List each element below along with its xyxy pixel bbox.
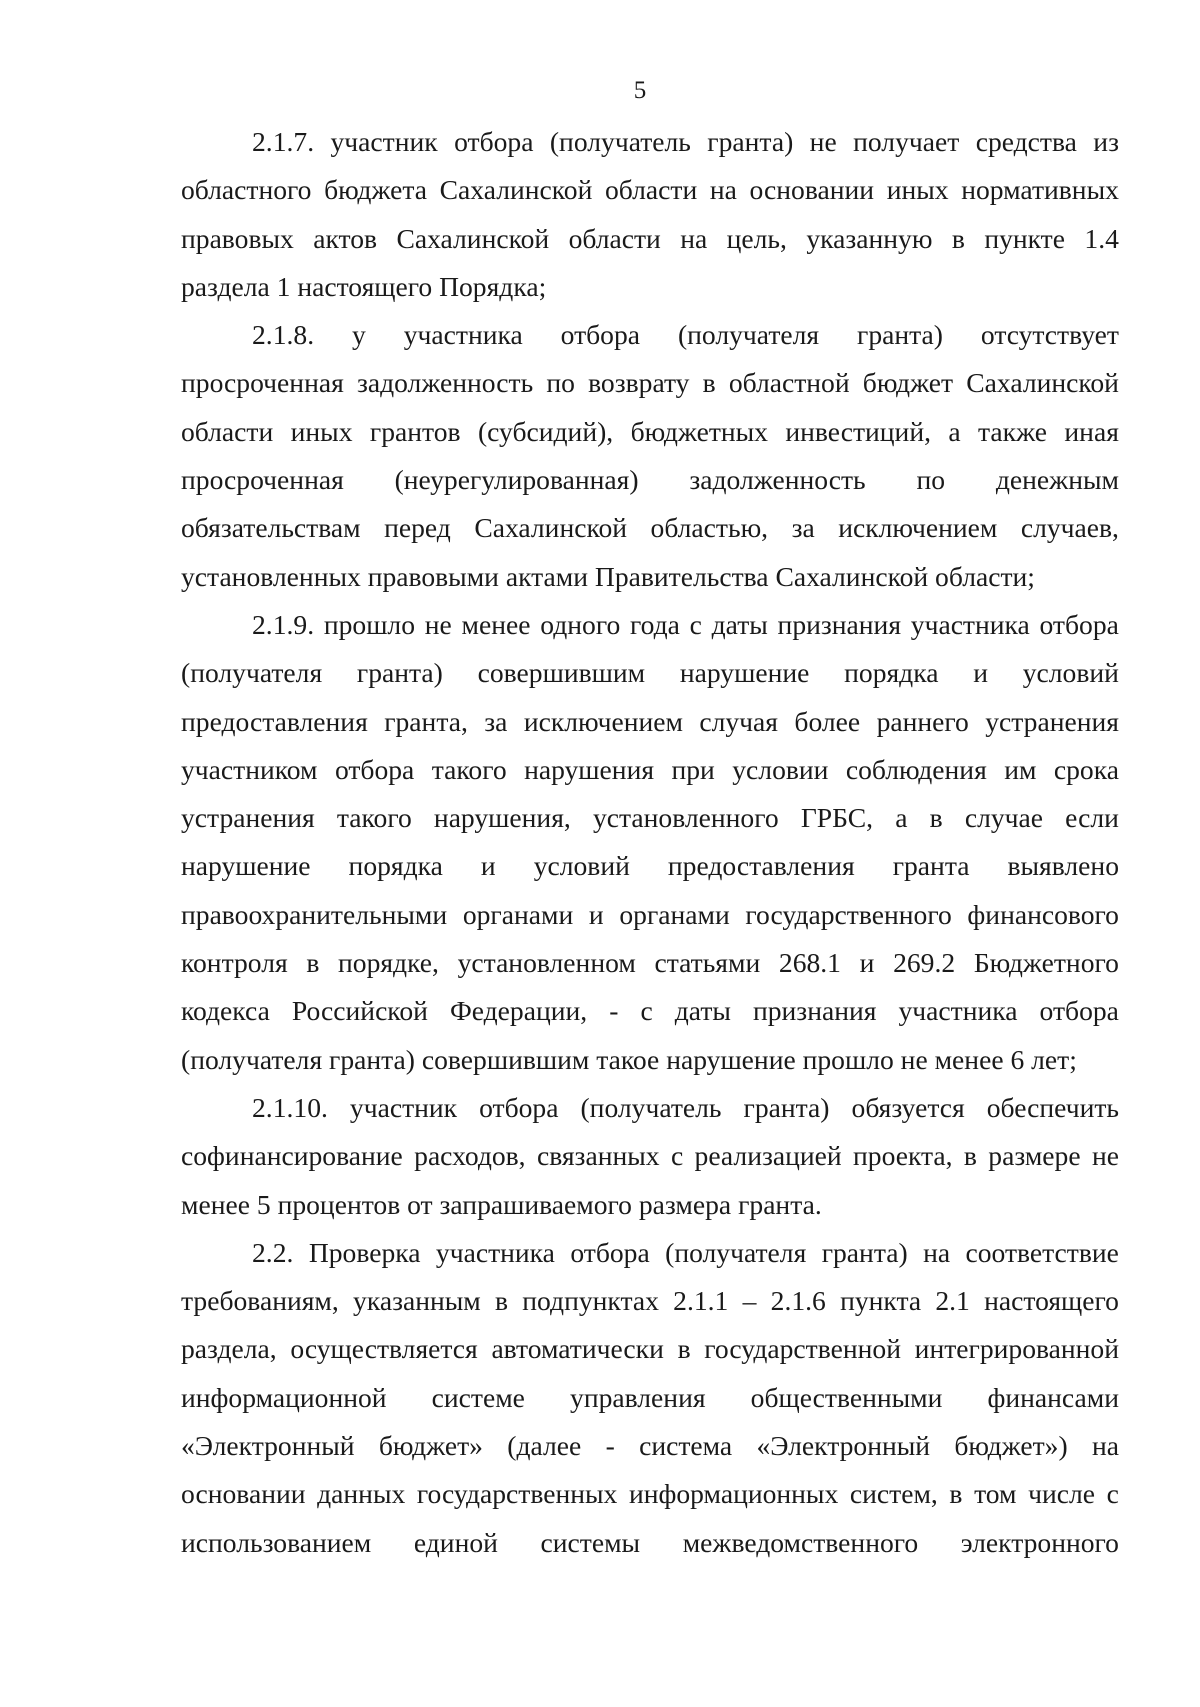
word: установленных правовыми актами Правительства Сахалинской области; <box>181 560 1035 592</box>
word: (получатель <box>580 1091 722 1123</box>
word: устранения <box>181 802 315 834</box>
word: порядке, <box>338 947 439 979</box>
word: обязательствам <box>181 512 361 544</box>
word: пункте <box>984 222 1065 254</box>
text-line <box>181 939 1119 987</box>
word: области <box>604 174 698 206</box>
word: статьями <box>654 947 761 979</box>
word: гранта) <box>743 1091 830 1123</box>
word: нарушения <box>524 753 655 785</box>
word: бюджет <box>862 367 954 399</box>
word: совершившим <box>477 657 646 689</box>
word: данных <box>317 1478 406 1510</box>
word: а <box>895 802 908 834</box>
word: и <box>588 898 604 930</box>
word: государственного <box>745 898 952 930</box>
word: информационной <box>181 1381 387 1413</box>
word: 269.2 <box>893 947 956 979</box>
word: основании <box>749 174 875 206</box>
word: участник <box>330 126 438 157</box>
word: 1.4 <box>1084 222 1119 254</box>
word: и <box>480 850 496 882</box>
word: на <box>709 174 737 206</box>
word: также <box>978 415 1048 447</box>
word: перед <box>384 512 451 544</box>
word: Бюджетного <box>973 947 1119 979</box>
word: общественными <box>750 1381 943 1413</box>
word: гранта) <box>857 319 943 351</box>
word: признания <box>777 608 902 640</box>
word: Сахалинской <box>966 367 1119 399</box>
word: даты <box>711 608 768 640</box>
word: 2.1.6 <box>770 1285 826 1317</box>
paragraph-2-2 <box>181 1229 1119 1567</box>
word: гранта) <box>356 657 443 689</box>
word: «Электронный <box>181 1430 355 1462</box>
word: интегрированной <box>914 1333 1119 1365</box>
word: (субсидий), <box>477 415 614 447</box>
word: им <box>1004 753 1037 785</box>
word: не <box>424 608 452 640</box>
word: требованиям, <box>181 1285 339 1317</box>
word: финансового <box>967 898 1119 930</box>
word: цель, <box>726 222 787 254</box>
text-line <box>181 118 1119 166</box>
text-line <box>181 504 1119 552</box>
word: отбора <box>334 753 415 785</box>
word: устранения <box>985 705 1119 737</box>
word: межведомственного <box>682 1526 919 1558</box>
text-line <box>181 1325 1119 1373</box>
word: участником <box>181 753 318 785</box>
text-line <box>181 1374 1119 1422</box>
word: 268.1 <box>778 947 841 979</box>
word: органами <box>462 898 574 930</box>
word: правовых <box>181 222 294 254</box>
word: из <box>1093 126 1119 157</box>
word: актов <box>313 222 378 254</box>
word: возврату <box>588 367 690 399</box>
word: года <box>630 608 680 640</box>
word: одного <box>540 608 621 640</box>
word: нарушения, <box>433 802 571 834</box>
paragraph-2-1-8 <box>181 311 1119 601</box>
word: в <box>306 947 320 979</box>
word: соответствие <box>965 1236 1119 1268</box>
paragraph-2-1-7 <box>181 118 1119 311</box>
word: (получателя <box>665 1236 807 1268</box>
word: порядка <box>348 850 443 882</box>
word: раннего <box>876 705 969 737</box>
word: случая <box>699 705 778 737</box>
word: размере <box>988 1140 1081 1172</box>
word: проекта, <box>853 1140 953 1172</box>
word: а <box>948 415 961 447</box>
word: электронного <box>960 1526 1119 1558</box>
word: условии <box>732 753 829 785</box>
text-line <box>181 1084 1119 1132</box>
word: областной <box>728 367 850 399</box>
word: прошло <box>323 608 416 640</box>
word: 2.1.8. <box>252 319 315 351</box>
word: (неурегулированная) <box>394 464 639 496</box>
word: случае <box>964 802 1044 834</box>
text-line <box>181 1277 1119 1325</box>
word: 2.2. <box>252 1236 294 1268</box>
word: участника <box>403 319 523 351</box>
word: пункта <box>840 1285 922 1317</box>
word: (далее <box>507 1430 582 1462</box>
word: областью, <box>650 512 769 544</box>
word: участника <box>435 1236 555 1268</box>
word: (получатель <box>549 126 691 157</box>
word: система <box>639 1430 733 1462</box>
word: по <box>916 464 946 496</box>
word: Российской <box>291 995 428 1027</box>
word: гранта, <box>384 705 468 737</box>
text-line <box>181 649 1119 697</box>
text-line <box>181 746 1119 794</box>
word: условий <box>1022 657 1119 689</box>
word: бюджет» <box>378 1430 483 1462</box>
text-line <box>181 601 1119 649</box>
word: условий <box>533 850 630 882</box>
word: - <box>605 1430 615 1462</box>
word: инвестиций, <box>785 415 931 447</box>
word: 2.1.10. <box>252 1091 328 1123</box>
word: государственной <box>704 1333 901 1365</box>
text-line <box>181 1422 1119 1470</box>
word: установленного <box>592 802 779 834</box>
word: в <box>949 1478 963 1510</box>
text-line <box>181 891 1119 939</box>
paragraph-2-1-10 <box>181 1084 1119 1229</box>
word: финансами <box>987 1381 1119 1413</box>
word: за <box>484 705 508 737</box>
document-body <box>181 118 1119 1567</box>
word: Сахалинской <box>396 222 550 254</box>
word: том <box>974 1478 1017 1510</box>
text-line <box>181 842 1119 890</box>
text-line <box>181 1181 1119 1229</box>
word: просроченная <box>181 464 344 496</box>
word: участника <box>910 608 1030 640</box>
word: указанную <box>806 222 933 254</box>
word: иных <box>886 174 949 206</box>
word: управления <box>570 1381 706 1413</box>
text-line <box>181 311 1119 359</box>
word: в <box>951 222 965 254</box>
word: в <box>929 802 943 834</box>
word: если <box>1065 802 1119 834</box>
word: предоставления <box>181 705 368 737</box>
word: осуществляется <box>290 1333 478 1365</box>
word: раздела, <box>181 1333 277 1365</box>
word: области <box>181 415 274 447</box>
word: получает <box>853 126 960 157</box>
word: задолженность <box>689 464 866 496</box>
paragraph-2-1-9 <box>181 601 1119 1084</box>
word: использованием <box>181 1526 372 1558</box>
word: даты <box>674 995 731 1027</box>
word: иная <box>1064 415 1119 447</box>
text-line <box>181 408 1119 456</box>
word: и <box>973 657 988 689</box>
word: с <box>1106 1478 1119 1510</box>
word: Сахалинской <box>439 174 593 206</box>
word: с <box>670 1140 684 1172</box>
word: у <box>352 319 366 351</box>
word: признания <box>752 995 877 1027</box>
word: подпунктах <box>522 1285 659 1317</box>
text-line <box>181 1519 1119 1567</box>
word: при <box>671 753 715 785</box>
word: такого <box>336 802 412 834</box>
word: иных <box>290 415 353 447</box>
word: отбора <box>454 126 534 157</box>
word: системе <box>431 1381 525 1413</box>
word: средства <box>975 126 1077 157</box>
word: отбора <box>479 1091 559 1123</box>
word: (получателя <box>677 319 820 351</box>
word: задолженность <box>356 367 534 399</box>
word: информационных <box>628 1478 839 1510</box>
word: в <box>677 1333 691 1365</box>
word: числе <box>1028 1478 1096 1510</box>
word: бюджет») <box>954 1430 1068 1462</box>
text-line <box>181 166 1119 214</box>
text-line <box>181 794 1119 842</box>
word: на <box>680 222 708 254</box>
word: кодекса <box>181 995 270 1027</box>
word: бюджета <box>324 174 427 206</box>
word: участник <box>349 1091 458 1123</box>
word: расходов, <box>414 1140 526 1172</box>
word: 2.1.1 <box>673 1285 729 1317</box>
word: отбора <box>1039 995 1119 1027</box>
word: гранта <box>892 850 970 882</box>
word: случаев, <box>1020 512 1119 544</box>
word: нарушение <box>181 850 311 882</box>
word: менее 5 процентов от запрашиваемого размера гранта. <box>181 1188 822 1220</box>
word: софинансирование <box>181 1140 403 1172</box>
word: в <box>702 367 716 399</box>
word: не <box>1091 1140 1119 1172</box>
word: связанных <box>536 1140 660 1172</box>
word: порядка <box>844 657 939 689</box>
word: отбора <box>560 319 641 351</box>
word: контроля <box>181 947 288 979</box>
word: на <box>923 1236 951 1268</box>
text-line <box>181 456 1119 504</box>
text-line <box>181 1470 1119 1518</box>
text-line <box>181 553 1119 601</box>
word: и <box>859 947 875 979</box>
word: – <box>742 1285 757 1317</box>
word: «Электронный <box>756 1430 931 1462</box>
word: предоставления <box>667 850 855 882</box>
word: (получателя гранта) совершившим такое нарушение прошло не менее 6 лет; <box>181 1043 1077 1075</box>
word: Сахалинской <box>474 512 628 544</box>
word: денежным <box>995 464 1119 496</box>
word: органами <box>619 898 730 930</box>
word: правоохранительными <box>181 898 448 930</box>
page-number: 5 <box>633 77 647 104</box>
word: с <box>640 995 653 1027</box>
word: по <box>546 367 575 399</box>
word: единой <box>413 1526 498 1558</box>
word: отсутствует <box>980 319 1119 351</box>
word: исключением <box>523 705 683 737</box>
word: отбора <box>570 1236 650 1268</box>
text-line <box>181 1036 1119 1084</box>
word: гранта) <box>821 1236 908 1268</box>
word: бюджетных <box>630 415 768 447</box>
word: государственных <box>416 1478 618 1510</box>
word: более <box>794 705 861 737</box>
word: грантов <box>369 415 461 447</box>
word: нарушение <box>679 657 810 689</box>
word: гранта) <box>707 126 794 157</box>
word: установленном <box>457 947 636 979</box>
word: обязуется <box>851 1091 965 1123</box>
word: с <box>689 608 702 640</box>
word: такого <box>431 753 507 785</box>
text-line <box>181 1229 1119 1277</box>
word: выявлено <box>1007 850 1119 882</box>
word: нормативных <box>961 174 1119 206</box>
word: 2.1.7. <box>252 126 315 157</box>
word: системы <box>540 1526 641 1558</box>
word: указанным <box>353 1285 481 1317</box>
word: в <box>963 1140 977 1172</box>
text-line <box>181 215 1119 263</box>
word: ГРБС, <box>800 802 874 834</box>
word: на <box>1091 1430 1119 1462</box>
word: менее <box>461 608 531 640</box>
word: в <box>495 1285 509 1317</box>
word: участника <box>898 995 1018 1027</box>
word: обеспечить <box>986 1091 1119 1123</box>
word: (получателя <box>181 657 323 689</box>
word: за <box>791 512 815 544</box>
word: систем, <box>849 1478 938 1510</box>
word: автоматически <box>491 1333 664 1365</box>
word: срока <box>1053 753 1119 785</box>
word: настоящего <box>984 1285 1119 1317</box>
word: отбора <box>1039 608 1119 640</box>
word: реализацией <box>694 1140 842 1172</box>
word: соблюдения <box>845 753 987 785</box>
word: Проверка <box>308 1236 421 1268</box>
word: 2.1 <box>935 1285 970 1317</box>
word: Федерации, <box>449 995 588 1027</box>
word: 2.1.9. <box>252 608 315 640</box>
word: просроченная <box>181 367 344 399</box>
text-line <box>181 359 1119 407</box>
text-line <box>181 1132 1119 1180</box>
text-line <box>181 698 1119 746</box>
word: основании <box>181 1478 306 1510</box>
word: областного <box>181 174 312 206</box>
word: исключением <box>838 512 998 544</box>
word: области <box>568 222 661 254</box>
word: не <box>809 126 837 157</box>
word: раздела 1 настоящего Порядка; <box>181 270 547 302</box>
text-line <box>181 987 1119 1035</box>
word: - <box>609 995 619 1027</box>
text-line <box>181 263 1119 311</box>
